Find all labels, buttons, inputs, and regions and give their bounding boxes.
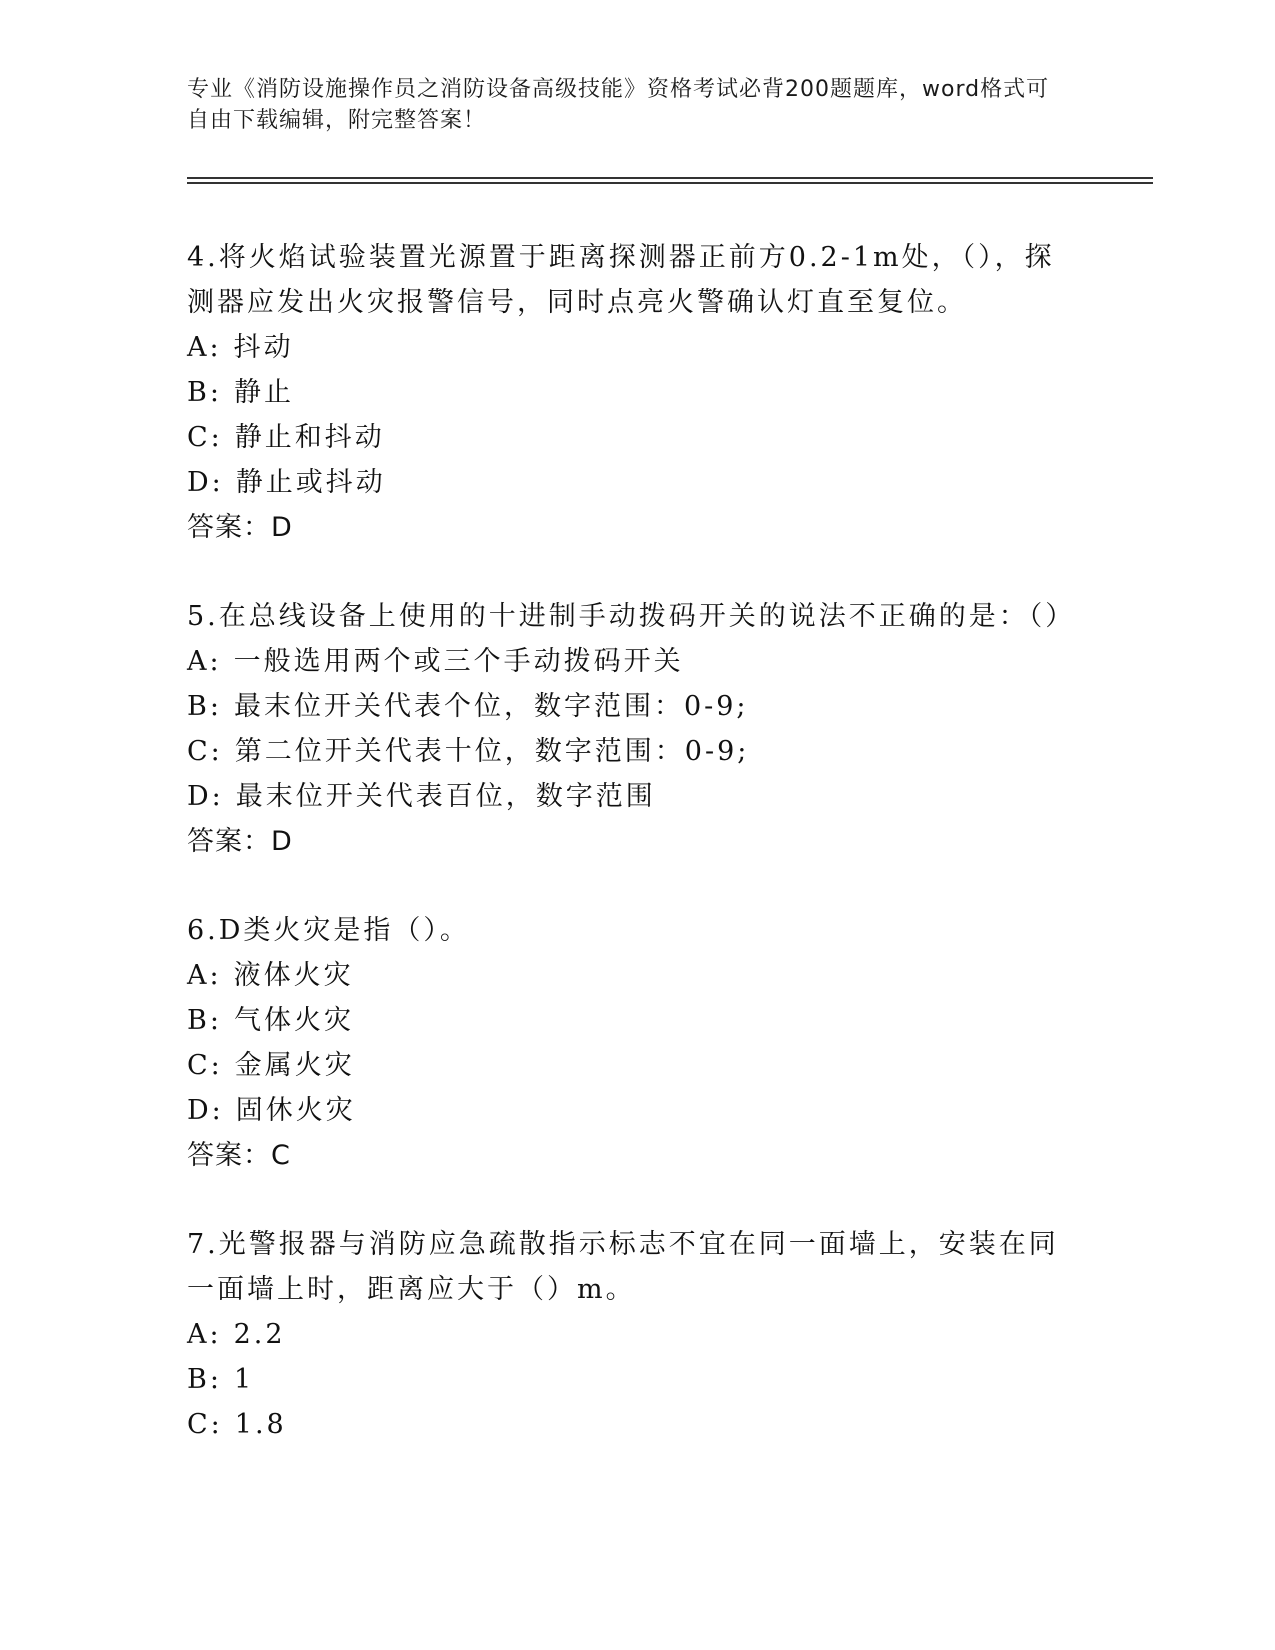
question-text: 7.光警报器与消防应急疏散指示标志不宜在同一面墙上，安装在同一面墙上时，距离应大于（）m。 — [187, 1229, 1059, 1305]
option-c — [187, 729, 1067, 774]
question-item — [187, 594, 1076, 864]
option-a — [187, 953, 1067, 998]
option-text: 静止或抖动 — [235, 467, 386, 498]
option-text: 最末位开关代表百位，数字范围 — [235, 781, 656, 812]
option-c — [187, 1043, 1067, 1088]
option-text: 抖动 — [233, 332, 294, 363]
answer-line: 答案：D — [187, 826, 293, 857]
option-key: A: — [187, 1319, 222, 1350]
option-key: A: — [187, 646, 222, 677]
option-d — [187, 774, 1067, 819]
option-c — [187, 415, 1067, 460]
option-text: 1.8 — [234, 1409, 287, 1440]
option-text: 一般选用两个或三个手动拨码开关 — [233, 646, 684, 677]
header-divider-bottom — [187, 182, 1153, 184]
option-key: B: — [187, 691, 222, 722]
option-a — [187, 1312, 1067, 1357]
option-text: 静止和抖动 — [234, 422, 385, 453]
option-d — [187, 460, 1067, 505]
question-item — [187, 908, 1067, 1178]
option-b — [187, 1357, 1067, 1402]
option-key: C: — [187, 1409, 223, 1440]
option-c — [187, 1402, 1067, 1447]
option-text: 1 — [233, 1364, 255, 1395]
option-text: 静止 — [233, 377, 294, 408]
option-a — [187, 639, 1067, 684]
document-header: 专业《消防设施操作员之消防设备高级技能》资格考试必背200题题库，word格式可自由下载编辑，附完整答案！ — [187, 77, 1050, 133]
option-key: B: — [187, 1364, 222, 1395]
question-text: 6.D类火灾是指（）。 — [187, 915, 470, 946]
option-key: C: — [187, 1050, 223, 1081]
option-d — [187, 1088, 1067, 1133]
option-text: 最末位开关代表个位，数字范围：0-9; — [233, 691, 749, 722]
option-text: 气体火灾 — [233, 1005, 354, 1036]
option-key: D: — [187, 781, 224, 812]
option-text: 第二位开关代表十位，数字范围：0-9; — [234, 736, 750, 767]
option-key: C: — [187, 422, 223, 453]
option-text: 液体火灾 — [233, 960, 354, 991]
question-text: 4.将火焰试验装置光源置于距离探测器正前方0.2-1m处，（），探测器应发出火灾报警信号，同时点亮火警确认灯直至复位。 — [187, 242, 1055, 318]
option-key: D: — [187, 1095, 224, 1126]
question-text: 5.在总线设备上使用的十进制手动拨码开关的说法不正确的是：（） — [187, 601, 1076, 632]
option-b — [187, 998, 1067, 1043]
question-list — [187, 235, 1076, 1491]
option-text: 2.2 — [233, 1319, 286, 1350]
option-key: D: — [187, 467, 224, 498]
option-key: C: — [187, 736, 223, 767]
option-key: B: — [187, 377, 222, 408]
option-key: A: — [187, 332, 222, 363]
header-divider-top — [187, 177, 1153, 179]
option-text: 固休火灾 — [235, 1095, 356, 1126]
option-text: 金属火灾 — [234, 1050, 355, 1081]
answer-line: 答案：D — [187, 512, 293, 543]
option-a — [187, 325, 1067, 370]
option-b — [187, 684, 1067, 729]
option-key: A: — [187, 960, 222, 991]
option-b — [187, 370, 1067, 415]
answer-line: 答案：C — [187, 1140, 291, 1171]
question-item — [187, 235, 1067, 550]
question-item — [187, 1222, 1067, 1447]
option-key: B: — [187, 1005, 222, 1036]
